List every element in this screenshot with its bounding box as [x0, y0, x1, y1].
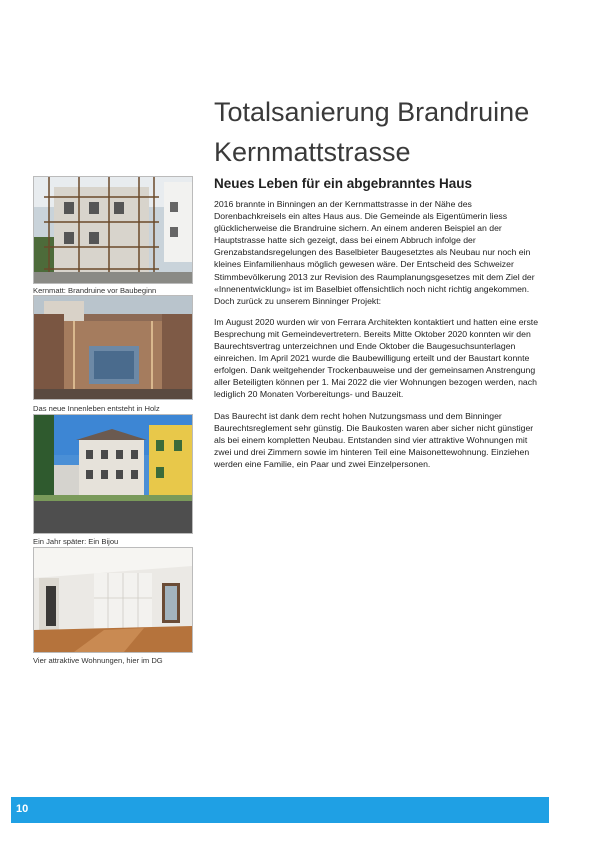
article-body	[214, 198, 546, 479]
photo-caption: Vier attraktive Wohnungen, hier im DG	[33, 656, 163, 665]
article-paragraph: 2016 brannte in Binningen an der Kernmattstrasse in der Nähe des Dorenbachkreisels ein altes Haus aus. Die Gemeinde als Eigentümerin liess glücklicherweise die Brandruine sichern. An einem anderen Beispiel an der Hauptstrasse hatte sich gezeigt, dass bei einem Abbruch infolge der Grenzabstandsregelungen des Baselbieter Baugesetztes als Neubau nur noch ein kleines Einfamilienhaus möglich gewesen wäre. Der Entscheid des Schweizer Stimmbevölkerung 2013 zur Revision des Raumplanungsgesetzes mit dem Ziel der «Innenentwicklung» ist im Baselbiet offensichtlich noch nicht richtig angekommen. Doch zurück zu unserem Binninger Projekt:	[214, 199, 535, 306]
photo-caption: Kernmatt: Brandruine vor Baubeginn	[33, 286, 157, 295]
photo-attic-apartment	[33, 547, 193, 653]
photo-wood-interior	[33, 295, 193, 400]
article-paragraph: Das Baurecht ist dank dem recht hohen Nutzungsmass und dem Binninger Baurechtsreglement sehr günstig. Die Baukosten waren aber sicher nicht günstiger als bei einem kompletten Neubau. Entstanden sind vier attraktive Wohnungen mit zwei und drei Zimmern sowie im hinteren Teil eine Maisonettewohnung. Einziehen werden eine Familie, ein Paar und zwei Einzelpersonen.	[214, 410, 534, 469]
article-paragraph: Im August 2020 wurden wir von Ferrara Architekten kontaktiert und hatten eine erste Besprechung mit Gemeindevertretern. Bereits Mitte Oktober 2020 konnten wir den Baurechtsvertrag unterzeichnen und Ende Oktober die Baugesuchsunterlagen einreichen. Im April 2021 wurde die Baubewilligung erteilt und der Baustart konnte erfolgen. Dank weitgehender Trockenbauweise und der gemeinsamen Anstrengung aller Beteiligten können per 1. Mai 2022 die vier Wohnungen bezogen werden, nach lediglich 20 Monaten Vorbereitungs- und Bauzeit.	[214, 316, 539, 400]
article-subtitle: Neues Leben für ein abgebranntes Haus	[214, 176, 473, 191]
footer-bar	[11, 797, 549, 823]
photo-finished-house	[33, 414, 193, 534]
article-title	[214, 92, 574, 172]
photo-caption: Ein Jahr später: Ein Bijou	[33, 537, 119, 546]
article-title-line-1: Totalsanierung Brandruine	[214, 97, 530, 127]
photo-caption: Das neue Innenleben entsteht in Holz	[33, 404, 160, 413]
page-number: 10	[16, 803, 29, 815]
photo-ruin-before-construction	[33, 176, 193, 284]
article-title-line-2: Kernmattstrasse	[214, 137, 411, 167]
